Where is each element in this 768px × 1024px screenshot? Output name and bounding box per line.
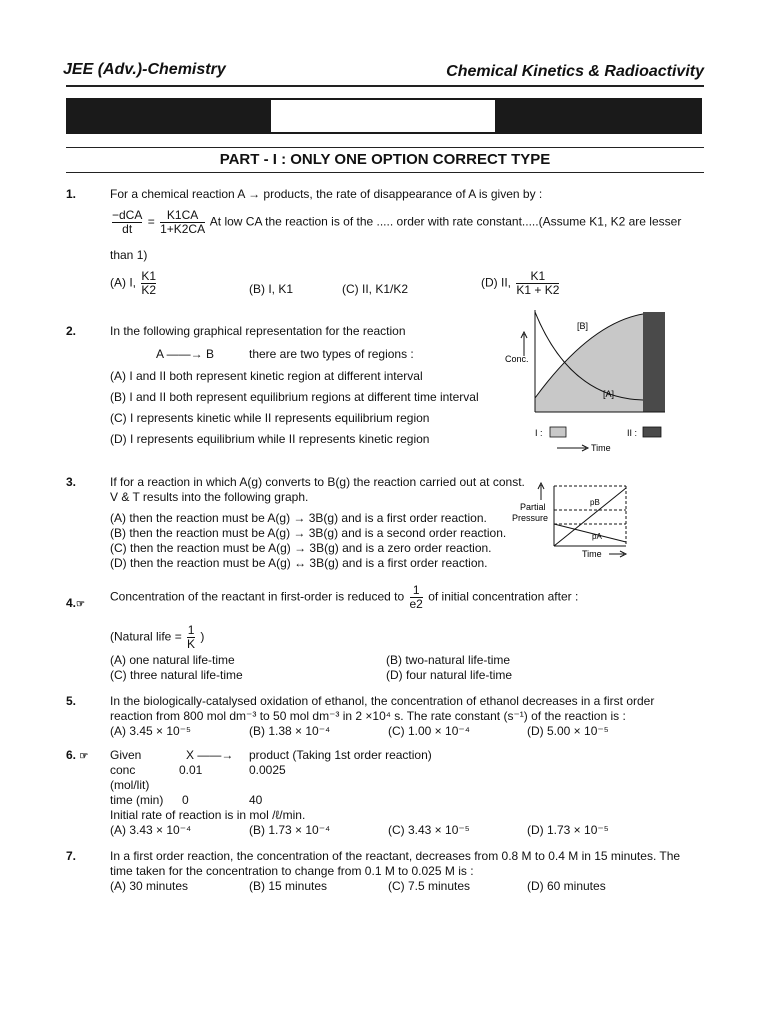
- q2-option-c: (C) I represents kinetic while II represents equilibrium region: [110, 411, 430, 425]
- q4-option-c: (C) three natural life-time: [110, 668, 243, 682]
- part-rule-top: [66, 147, 704, 148]
- q2-option-a: (A) I and II both represent kinetic region at different interval: [110, 369, 423, 383]
- q5-option-d: (D) 5.00 × 10⁻⁵: [527, 724, 609, 738]
- q1-option-c: (C) II, K1/K2: [342, 282, 409, 296]
- q2-number: 2.: [66, 324, 77, 338]
- q5-line-2: reaction from 800 mol dm⁻³ to 50 mol dm⁻³ in 2 ×10⁴ s. The rate constant (s⁻¹) of the reaction is :: [110, 709, 626, 723]
- pa-line: [554, 524, 626, 542]
- legend-ii-swatch: [643, 427, 661, 437]
- header-band-left: [66, 98, 271, 134]
- q6-given: Given: [110, 748, 142, 762]
- x-label: Time: [582, 549, 602, 559]
- pb-line: [554, 488, 626, 546]
- legend-ii-label: II :: [627, 428, 638, 438]
- y-label-2: Pressure: [512, 513, 549, 523]
- q3-graph: [508, 480, 640, 562]
- chapter-title: Chemical Kinetics & Radioactivity: [446, 63, 704, 80]
- q1-text-tail: than 1): [110, 248, 148, 262]
- y-label: Conc.: [505, 354, 529, 364]
- q5-number: 5.: [66, 694, 77, 708]
- q6-conc-2: 0.0025: [249, 763, 286, 777]
- q7-number: 7.: [66, 849, 77, 863]
- part-rule-bottom: [66, 172, 704, 173]
- q2-graph: [500, 308, 670, 456]
- q6-unit: (mol/lit): [110, 778, 150, 792]
- q6-product: product (Taking 1st order reaction): [249, 748, 432, 762]
- q2-option-b: (B) I and II both represent equilibrium regions at different time interval: [110, 390, 479, 404]
- header-band-right: [495, 98, 702, 134]
- q6-reactant: X ——→: [186, 748, 234, 762]
- q3-option-c: (C) then the reaction must be A(g) → 3B(g) and is a zero order reaction.: [110, 541, 492, 555]
- q3-number: 3.: [66, 475, 77, 489]
- q2-text: In the following graphical representation for the reaction: [110, 324, 406, 338]
- q4-number: 4.☞: [66, 596, 85, 610]
- q2-reaction-tail: there are two types of regions :: [249, 347, 414, 361]
- hand-pointer-icon: ☞: [79, 751, 89, 762]
- part-title: PART - I : ONLY ONE OPTION CORRECT TYPE: [219, 151, 551, 168]
- q6-time-1: 0: [182, 793, 189, 807]
- q3-text-1: If for a reaction in which A(g) converts to B(g) the reaction carried out at const.: [110, 475, 525, 489]
- q1-option-d: (D) II, $\frac{K1}{K1 + K2}$: [481, 269, 560, 297]
- q2-reaction: A ——→ B: [156, 347, 215, 361]
- q1-option-a: (A) I, $\frac{K1}{K2}$: [110, 269, 157, 297]
- q1-text: For a chemical reaction A → products, the rate of disappearance of A is given by :: [110, 187, 543, 201]
- q6-conc-1: 0.01: [179, 763, 203, 777]
- hand-pointer-icon: ☞: [76, 599, 85, 610]
- q7-line-1: In a first order reaction, the concentration of the reactant, decreases from 0.8 M to 0.4 M in 15 minutes. The: [110, 849, 681, 863]
- q6-option-d: (D) 1.73 × 10⁻⁵: [527, 823, 609, 837]
- q1-number: 1.: [66, 187, 77, 201]
- q3-option-a: (A) then the reaction must be A(g) → 3B(g) and is a first order reaction.: [110, 511, 487, 525]
- a-label: [A]: [603, 389, 615, 399]
- b-label: [B]: [577, 321, 589, 331]
- q7-option-c: (C) 7.5 minutes: [388, 879, 471, 893]
- q6-time-label: time (min): [110, 793, 164, 807]
- q6-option-a: (A) 3.43 × 10⁻⁴: [110, 823, 192, 837]
- q6-conc-label: conc: [110, 763, 136, 777]
- region-i: [535, 314, 643, 412]
- q5-line-1: In the biologically-catalysed oxidation of ethanol, the concentration of ethanol decreases in a first order: [110, 694, 655, 708]
- q2-option-d: (D) I represents equilibrium while II represents kinetic region: [110, 432, 430, 446]
- header-rule: [66, 85, 704, 87]
- q1-option-b: (B) I, K1: [249, 282, 294, 296]
- q6-number: 6. ☞: [66, 748, 89, 762]
- q6-option-b: (B) 1.73 × 10⁻⁴: [249, 823, 331, 837]
- legend-i-swatch: [550, 427, 566, 437]
- q5-option-a: (A) 3.45 × 10⁻⁵: [110, 724, 192, 738]
- pa-label: pA: [592, 532, 602, 541]
- q6-option-c: (C) 3.43 × 10⁻⁵: [388, 823, 470, 837]
- x-label: Time: [591, 443, 611, 453]
- q5-option-b: (B) 1.38 × 10⁻⁴: [249, 724, 331, 738]
- q7-option-a: (A) 30 minutes: [110, 879, 189, 893]
- subject-title: JEE (Adv.)-Chemistry: [63, 61, 226, 78]
- region-ii: [643, 312, 665, 412]
- legend-i-label: I :: [535, 428, 543, 438]
- q4-option-d: (D) four natural life-time: [386, 668, 513, 682]
- q3-option-d: (D) then the reaction must be A(g) ↔ 3B(g) and is a first order reaction.: [110, 556, 488, 570]
- q1-equation: $\frac{\text{−dCA}}{dt}$ = $\frac{K1CA}{1+K2CA}$ At low CA the reaction is of the ..... order with rate constant.....(Assume K1, K2 are lesser: [112, 208, 682, 236]
- q6-time-2: 40: [249, 793, 263, 807]
- header-band-middle: [271, 98, 495, 134]
- q7-line-2: time taken for the concentration to change from 0.1 M to 0.025 M is :: [110, 864, 474, 878]
- q4-option-a: (A) one natural life-time: [110, 653, 235, 667]
- q4-note: (Natural life = $\frac{1}{K}$ ): [110, 623, 205, 651]
- y-label-1: Partial: [520, 502, 546, 512]
- q5-option-c: (C) 1.00 × 10⁻⁴: [388, 724, 470, 738]
- q7-option-d: (D) 60 minutes: [527, 879, 606, 893]
- q7-option-b: (B) 15 minutes: [249, 879, 328, 893]
- q3-text-2: V & T results into the following graph.: [110, 490, 309, 504]
- q3-option-b: (B) then the reaction must be A(g) → 3B(g) and is a second order reaction.: [110, 526, 507, 540]
- q4-text: Concentration of the reactant in first-order is reduced to $\frac{1}{e2}$ of initial concentration after :: [110, 583, 579, 611]
- q4-option-b: (B) two-natural life-time: [386, 653, 511, 667]
- pb-label: pB: [590, 498, 600, 507]
- q6-rate: Initial rate of reaction is in mol /ℓ/min.: [110, 808, 306, 822]
